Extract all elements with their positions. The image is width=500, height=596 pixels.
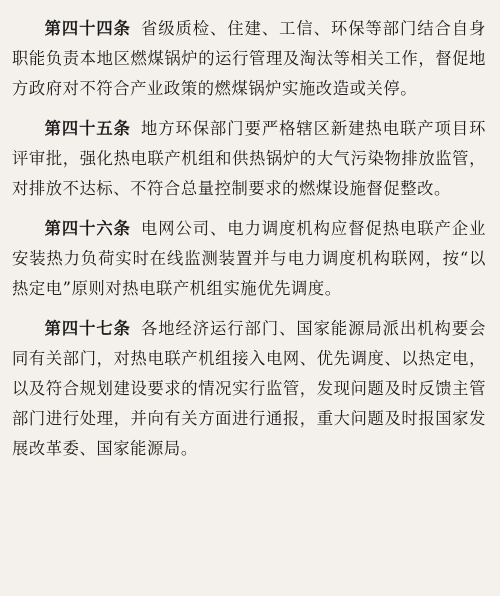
article-44-text: 省级质检、住建、工信、环保等部门结合自身职能负责本地区燃煤锅炉的运行管理及淘汰等相关工作，督促地方政府对不符合产业政策的燃煤锅炉实施改造或关停。 [12,19,486,98]
article-46-label: 第四十六条 [44,219,131,238]
article-46-text: 电网公司、电力调度机构应督促热电联产企业安装热力负荷实时在线监测装置并与电力调度机构联网，按“以热定电”原则对热电联产机组实施优先调度。 [12,219,486,298]
article-46 [12,214,486,304]
article-45-text: 地方环保部门要严格辖区新建热电联产项目环评审批，强化热电联产机组和供热锅炉的大气污染物排放监管，对排放不达标、不符合总量控制要求的燃煤设施督促整改。 [12,119,486,198]
article-45-label: 第四十五条 [44,119,131,138]
article-44 [12,14,486,104]
article-45 [12,114,486,204]
article-47-text: 各地经济运行部门、国家能源局派出机构要会同有关部门，对热电联产机组接入电网、优先调度、以热定电，以及符合规划建设要求的情况实行监管，发现问题及时反馈主管部门进行处理，并向有关方面进行通报，重大问题及时报国家发展改革委、国家能源局。 [12,319,486,458]
article-47 [12,314,486,464]
article-47-label: 第四十七条 [44,319,131,338]
article-44-label: 第四十四条 [44,19,131,38]
